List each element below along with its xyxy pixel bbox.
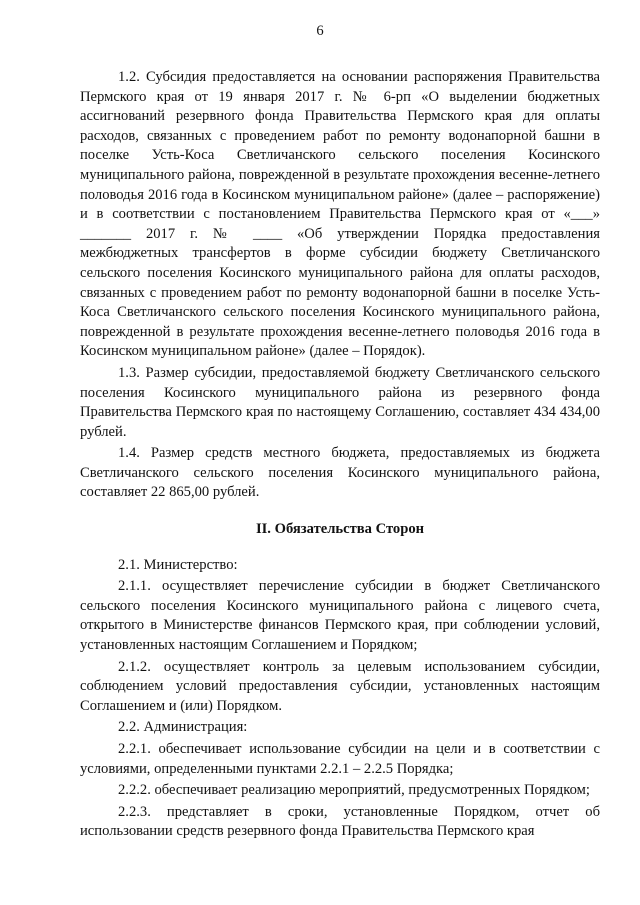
section-heading: II. Обязательства Сторон: [255, 521, 425, 538]
paragraph-2-2-3: 2.2.3. представляет в сроки, установленные Порядком, отчет об использовании средств резервного фонда Правительства Пермского края: [80, 803, 600, 840]
paragraph-1-3: 1.3. Размер субсидии, предоставляемой бюджету Светличанского сельского поселения Косинского муниципального района из резервного фонда Правительства Пермского края по настоящему Соглашению, составляет 434 434,00 рублей.: [80, 364, 600, 440]
paragraph-2-2: 2.2. Администрация:: [118, 719, 248, 736]
paragraph-2-1-2: 2.1.2. осуществляет контроль за целевым использованием субсидии, соблюдением условий предоставления субсидии, установленных настоящим Соглашением и (или) Порядком.: [80, 658, 600, 714]
document-body: [80, 68, 600, 842]
paragraph-2-1-1: 2.1.1. осуществляет перечисление субсидии в бюджет Светличанского сельского поселения Косинского муниципального района с лицевого счета, открытого в Министерстве финансов Пермского края, при соблюдении условий, установленных настоящим Соглашением и Порядком;: [80, 578, 600, 654]
paragraph-1-4: 1.4. Размер средств местного бюджета, предоставляемых из бюджета Светличанского сельского поселения Косинского муниципального района, составляет 22 865,00 рублей.: [80, 445, 600, 501]
paragraph-2-1: 2.1. Министерство:: [118, 556, 238, 573]
paragraph-2-2-2: 2.2.2. обеспечивает реализацию мероприятий, предусмотренных Порядком;: [118, 782, 590, 799]
paragraph-2-2-1: 2.2.1. обеспечивает использование субсидии на цели и в соответствии с условиями, определенными пунктами 2.2.1 – 2.2.5 Порядка;: [80, 741, 600, 777]
paragraph-1-2: 1.2. Субсидия предоставляется на основании распоряжения Правительства Пермского края от 19 января 2017 г. № 6-рп «О выделении бюджетных ассигнований резервного фонда Правительства Пермского края для оплаты расходов, связанных с проведением работ по ремонту водонапорной башни в поселке Усть-Коса Светличанского сельского поселения Косинского муниципального района, поврежденной в результате прохождения весенне-летнего половодья 2016 года в Косинском муниципальном районе» (далее – распоряжение) и в соответствии с постановлением Правительства Пермского края от «___» _______ 2017 г. № ____ «Об утверждении Порядка предоставления межбюджетных трансфертов в форме субсидии бюджету Светличанского сельского поселения Косинского муниципального района для оплаты расходов, связанных с проведением работ по ремонту водонапорной башни в поселке Усть-Коса Светличанского сельского поселения Косинского муниципального района, поврежденной в результате прохождения весенне-летнего половодья 2016 года в Косинском муниципальном районе» (далее – Порядок).: [80, 69, 600, 360]
page-number: 6: [316, 23, 324, 39]
